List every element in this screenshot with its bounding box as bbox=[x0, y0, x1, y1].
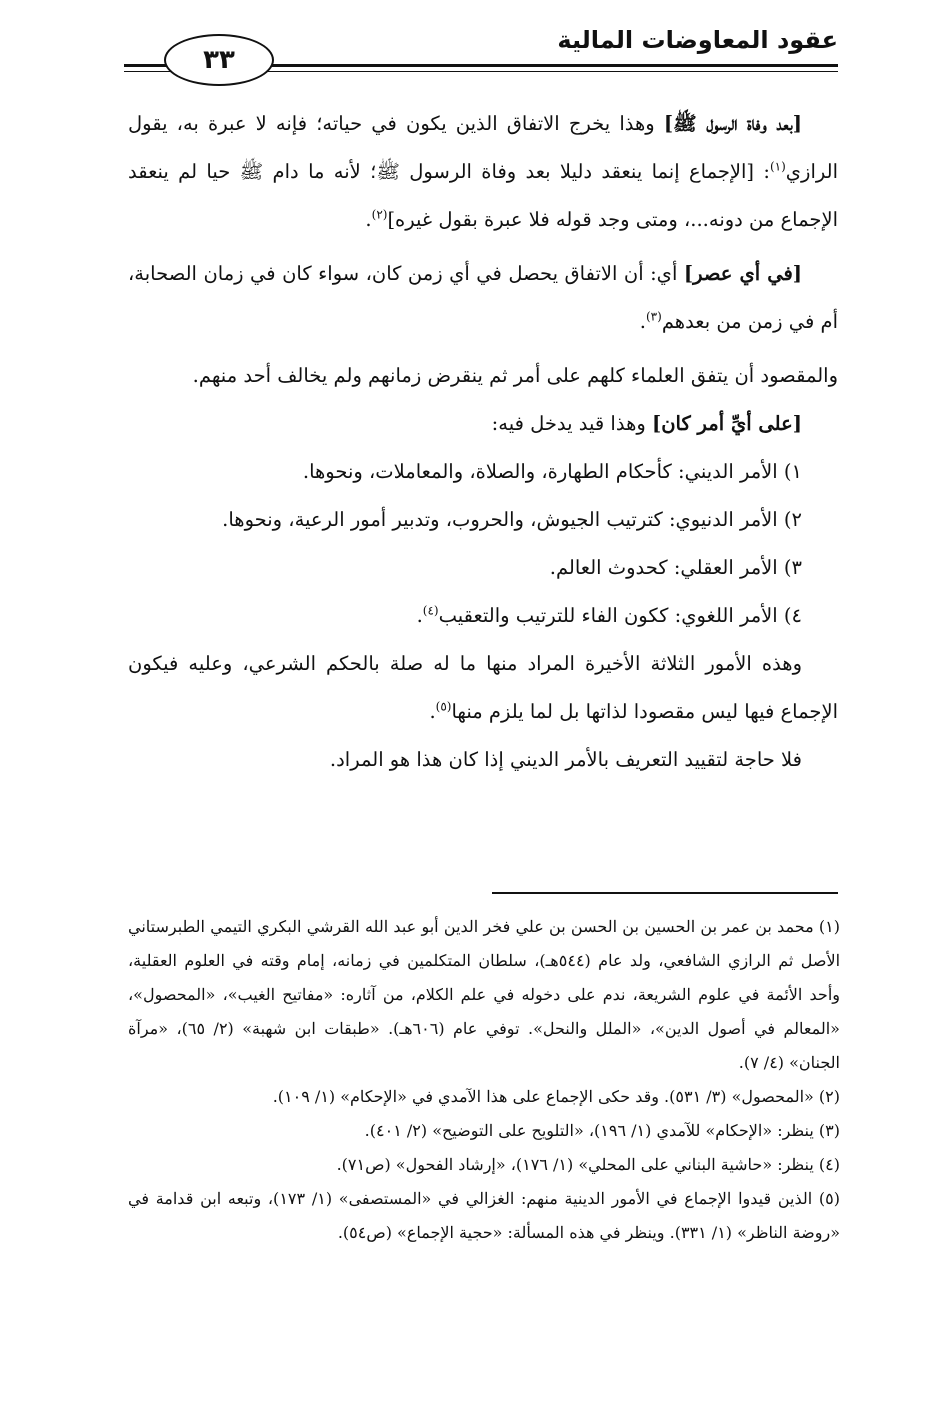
footnotes bbox=[128, 910, 840, 1250]
running-title: عقود المعاوضات المالية bbox=[557, 26, 838, 54]
paragraph: والمقصود أن يتفق العلماء كلهم على أمر ثم ينقرض زمانهم ولم يخالف أحد منهم. bbox=[192, 364, 838, 387]
list-item: ٣) الأمر العقلي: كحدوث العالم. bbox=[549, 556, 802, 579]
paragraph: [على أيِّ أمر كان] وهذا قيد يدخل فيه: bbox=[491, 412, 802, 435]
footnote: (١) محمد بن عمر بن الحسين بن الحسن بن علي فخر الدين أبو عبد الله القرشي البكري التيمي الطبرستاني الأصل ثم الرازي الشافعي، ولد عام (٥٤٤هـ)، سلطان المتكلمين في زمانه، إمام وقته في العلوم العقلية، وأحد الأئمة في علوم الشريعة، ندم على دخوله في علم الكلام، من آثاره: «مفاتيح الغيب»، «المحصول»، «المعالم في أصول الدين»، «الملل والنحل». توفي عام (٦٠٦هـ). «طبقات ابن شهبة» (٢/ ٦٥)، «مرآة الجنان» (٤/ ٧). bbox=[128, 917, 841, 1072]
footnote: (٣) ينظر: «الإحكام» للآمدي (١/ ١٩٦)، «التلويح على التوضيح» (٢/ ٤٠١). bbox=[364, 1121, 840, 1140]
defined-term: [على أيِّ أمر كان] bbox=[651, 412, 802, 435]
footnote: (٢) «المحصول» (٣/ ٥٣١). وقد حكى الإجماع على هذا الآمدي في «الإحكام» (١/ ١٠٩). bbox=[272, 1087, 840, 1106]
footnote: (٥) الذين قيدوا الإجماع في الأمور الدينية منهم: الغزالي في «المستصفى» (١/ ١٧٣)، وتبعه ابن قدامة في «روضة الناظر» (١/ ٣٣١). وينظر في هذه المسألة: «حجية الإجماع» (ص٥٤). bbox=[128, 1189, 841, 1242]
list-item: ٤) الأمر اللغوي: ككون الفاء للترتيب والتعقيب$^{(٤)}$. bbox=[416, 603, 802, 627]
paragraph: [في أي عصر] أي: أن الاتفاق يحصل في أي زمن كان، سواء كان في زمان الصحابة، أم في زمن من بعدهم$^{(٣)}$. bbox=[128, 262, 838, 333]
list-item: ١) الأمر الديني: كأحكام الطهارة، والصلاة، والمعاملات، ونحوها. bbox=[302, 460, 802, 483]
footnote-ref[interactable]: (٥) bbox=[435, 699, 452, 714]
footnote-ref[interactable]: (٢) bbox=[371, 207, 388, 222]
page-number: ٣٣ bbox=[164, 34, 274, 86]
defined-term: [في أي عصر] bbox=[683, 262, 802, 285]
list-item: ٢) الأمر الدنيوي: كترتيب الجيوش، والحروب، وتدبير أمور الرعية، ونحوها. bbox=[222, 508, 802, 531]
footnote-ref[interactable]: (١) bbox=[769, 159, 786, 174]
footnote-separator bbox=[492, 892, 838, 894]
paragraph: [بعد وفاة الرسول ﷺ] وهذا يخرج الاتفاق الذين يكون في حياته؛ فإنه لا عبرة به، يقول الرازي$^{(١)}$: [الإجماع إنما ينعقد دليلا بعد وفاة الرسول ﷺ؛ لأنه ما دام ﷺ حيا لم ينعقد الإجماع من دونه...، ومتى وجد قوله فلا عبرة بقول غيره]$^{(٢)}$. bbox=[128, 112, 838, 231]
footnote-ref[interactable]: (٤) bbox=[422, 603, 439, 618]
defined-term: [بعد وفاة الرسول ﷺ] bbox=[663, 112, 802, 135]
page-header bbox=[124, 18, 838, 74]
paragraph: فلا حاجة لتقييد التعريف بالأمر الديني إذا كان هذا هو المراد. bbox=[329, 748, 802, 771]
footnote: (٤) ينظر: «حاشية البناني على المحلي» (١/ ١٧٦)، «إرشاد الفحول» (ص٧١). bbox=[336, 1155, 840, 1174]
footnote-ref[interactable]: (٣) bbox=[645, 309, 662, 324]
body-text bbox=[128, 100, 838, 784]
paragraph: وهذه الأمور الثلاثة الأخيرة المراد منها ما له صلة بالحكم الشرعي، وعليه فيكون الإجماع فيها ليس مقصودا لذاتها بل لما يلزم منها$^{(٥)}$. bbox=[128, 652, 838, 723]
